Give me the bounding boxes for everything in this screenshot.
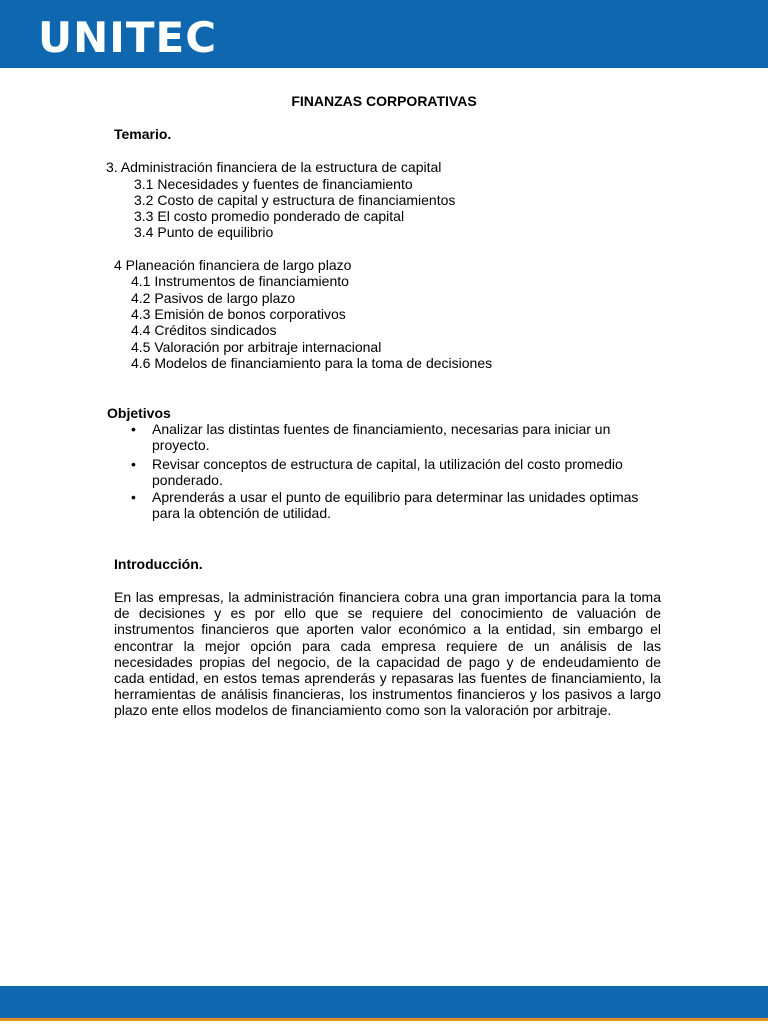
section-3-item: 3.3 El costo promedio ponderado de capital: [134, 208, 405, 224]
document-title: FINANZAS CORPORATIVAS: [291, 93, 477, 109]
bullet-icon: •: [131, 421, 136, 437]
objective-line: Revisar conceptos de estructura de capital, la utilización del costo promedio: [152, 456, 623, 472]
introduccion-paragraph: En las empresas, la administración financiera cobra una gran importancia para la toma de decisiones y es por ello que se requiere del conocimiento de valuación de instrumentos financieros que aporten valor económico a la entidad, sin embargo el encontrar la mejor opción para cada empresa requiere de un análisis de las necesidades propias del negocio, de la capacidad de pago y de endeudamiento de cada entidad, en estos temas aprenderás y repasaras las fuentes de financiamiento, la herramientas de análisis financieras, los instrumentos financieros y los pasivos a largo plazo ente ellos modelos de financiamiento como son la valoración por arbitraje.: [114, 589, 661, 719]
bullet-icon: •: [131, 489, 136, 505]
objective-line: proyecto.: [152, 437, 210, 453]
objective-line: Aprenderás a usar el punto de equilibrio para determinar las unidades optimas: [152, 489, 639, 505]
section-3-title: 3. Administración financiera de la estructura de capital: [106, 159, 442, 175]
section-4-item: 4.1 Instrumentos de financiamiento: [131, 273, 349, 289]
objective-line: para la obtención de utilidad.: [152, 505, 332, 521]
section-4-item: 4.5 Valoración por arbitraje internacional: [131, 339, 382, 355]
introduccion-heading: Introducción.: [114, 556, 203, 572]
objective-line: Analizar las distintas fuentes de financiamiento, necesarias para iniciar un: [152, 421, 611, 437]
bullet-icon: •: [131, 456, 136, 472]
section-4-item: 4.4 Créditos sindicados: [131, 322, 277, 338]
section-4-title: 4 Planeación financiera de largo plazo: [114, 257, 352, 273]
section-4-item: 4.6 Modelos de financiamiento para la toma de decisiones: [131, 355, 493, 371]
temario-heading: Temario.: [114, 126, 172, 142]
section-4-item: 4.2 Pasivos de largo plazo: [131, 290, 296, 306]
section-3-item: 3.1 Necesidades y fuentes de financiamiento: [134, 176, 413, 192]
section-4-item: 4.3 Emisión de bonos corporativos: [131, 306, 346, 322]
footer-band: [0, 986, 768, 1021]
section-3-item: 3.2 Costo de capital y estructura de financiamientos: [134, 192, 456, 208]
objetivos-heading: Objetivos: [107, 405, 171, 421]
section-3-item: 3.4 Punto de equilibrio: [134, 224, 274, 240]
objective-line: ponderado.: [152, 472, 223, 488]
header-band: [0, 0, 768, 68]
unitec-logo: UNITEC: [38, 13, 218, 62]
